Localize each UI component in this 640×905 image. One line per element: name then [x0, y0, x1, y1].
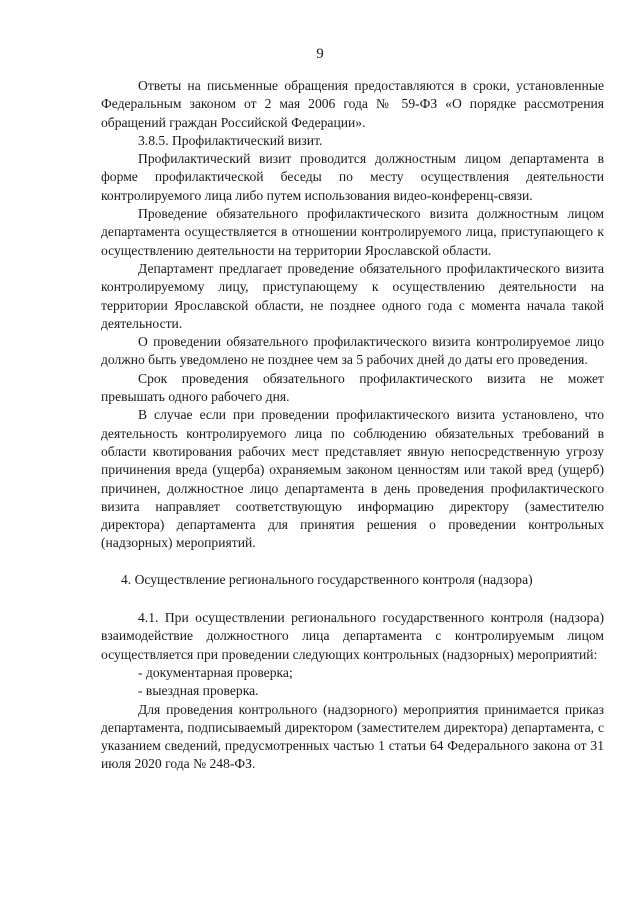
paragraph: Для проведения контрольного (надзорного) мероприятия принимается приказ департамента, подписываемый директором (заместителем директора) департамента, с указанием сведений, предусмотренных частью 1 статьи 64 Федерального закона от 31 июля 2020 года № 248-ФЗ.	[101, 701, 604, 772]
paragraph: Срок проведения обязательного профилактического визита не может превышать одного рабочего дня.	[101, 370, 604, 405]
list-item: - выездная проверка.	[138, 683, 259, 699]
paragraph: О проведении обязательного профилактического визита контролируемое лицо должно быть уведомлено не позднее чем за 5 рабочих дней до даты его проведения.	[101, 334, 604, 368]
paragraph: 4.1. При осуществлении регионального государственного контроля (надзора) взаимодействие должностного лица департамента с контролируемым лицом осуществляется при проведении следующих контрольных (надзорных) мероприятий:	[101, 610, 604, 662]
paragraph: Проведение обязательного профилактического визита должностным лицом департамента осуществляется в отношении контролируемого лица, приступающего к осуществлению деятельности на территории Ярославской области.	[101, 206, 604, 258]
paragraph: Профилактический визит проводится должностным лицом департамента в форме профилактической беседы по месту осуществления деятельности контролируемого лица либо путем использования видео-конференц-связи.	[101, 151, 604, 203]
section-heading: 4. Осуществление регионального государственного контроля (надзора)	[121, 571, 533, 587]
paragraph: Ответы на письменные обращения предоставляются в сроки, установленные Федеральным законом от 2 мая 2006 года № 59-ФЗ «О порядке рассмотрения обращений граждан Российской Федерации».	[101, 78, 604, 130]
list-item: - документарная проверка;	[138, 664, 293, 680]
page-number: 9	[316, 46, 324, 62]
paragraph: Департамент предлагает проведение обязательного профилактического визита контролируемому лицу, приступающему к осуществлению деятельности на территории Ярославской области, не позднее одного года с момента начала такой деятельности.	[101, 260, 604, 331]
document-body	[101, 77, 604, 774]
paragraph: 3.8.5. Профилактический визит.	[138, 132, 323, 148]
paragraph: В случае если при проведении профилактического визита установлено, что деятельность контролируемого лица по соблюдению обязательных требований в области квотирования рабочих мест представляет явную непосредственную угрозу причинения вреда (ущерба) охраняемым законом ценностям или такой вред (ущерб) причинен, должностное лицо департамента в день проведения профилактического визита направляет соответствующую информацию директору (заместителю директора) департамента для принятия решения о проведении контрольных (надзорных) мероприятий.	[101, 407, 604, 551]
